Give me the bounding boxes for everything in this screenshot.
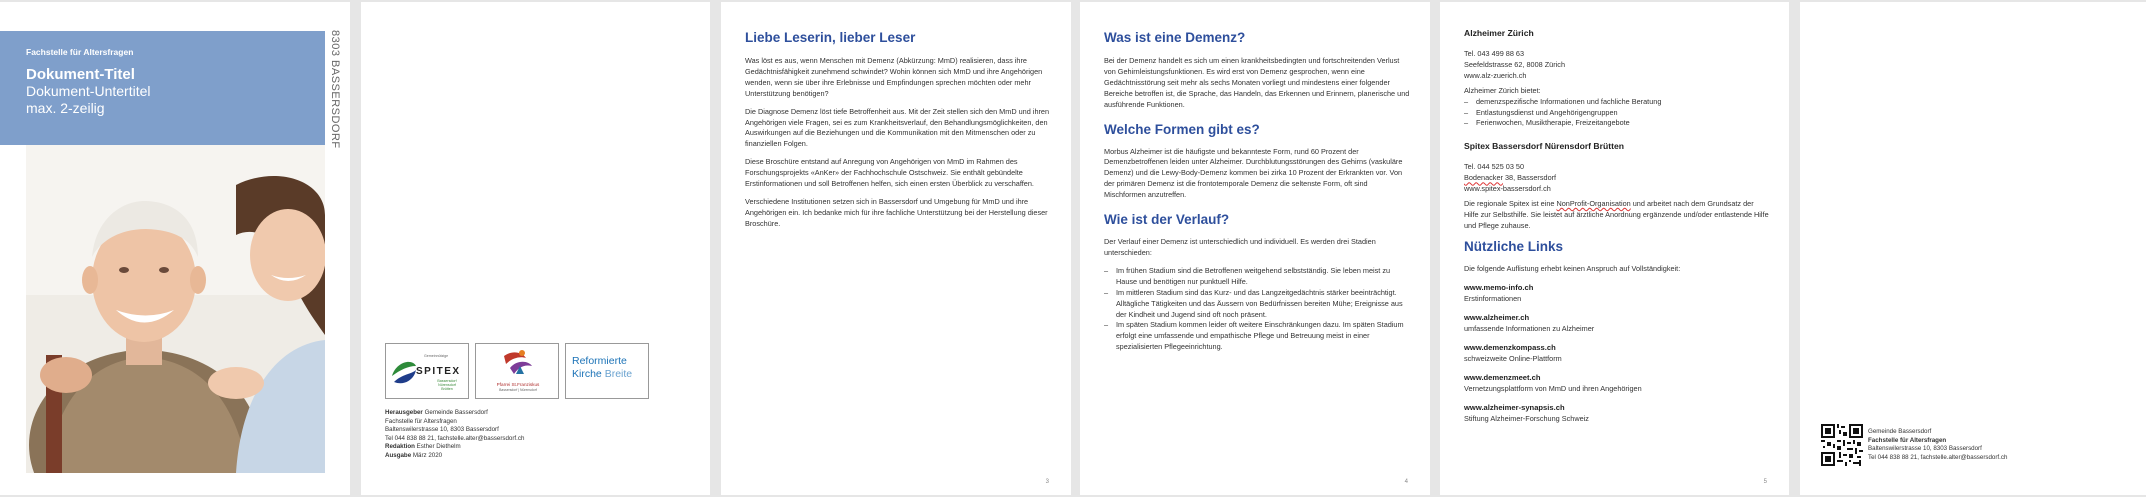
back-line: Baltenswilerstrasse 10, 8303 Bassersdorf	[1868, 445, 1982, 453]
link-description: umfassende Informationen zu Alzheimer	[1464, 323, 1595, 333]
foreword-heading: Liebe Leserin, lieber Leser	[745, 30, 916, 45]
cover-header	[0, 31, 325, 145]
cover-page	[0, 2, 350, 495]
imprint-page	[361, 2, 710, 495]
section-paragraph: Der Verlauf einer Demenz ist unterschiedlich und individuell. Es werden drei Stadien unterschieden:	[1104, 237, 1376, 257]
cover-kicker: Fachstelle für Altersfragen	[26, 47, 134, 57]
links-list	[1464, 283, 1770, 424]
cover-spine-text: 8303 BASSERSDORF	[329, 30, 341, 149]
section-paragraph: Bei der Demenz handelt es sich um einen krankheitsbedingten und fortschreitenden Verlust von Gehirnleistungsfunktionen. Es wird erst von Demenz gesprochen, wenn eine Gedächtnisstörung seit mehr als sechs Monaten vorliegt und mindestens einer folgender Bereiche betroffen ist, die Sprache, das Handeln, das Erkennen und Erinnern, planerische und ausführende Funktionen.	[1104, 56, 1410, 109]
link-description: schweizweite Online-Plattform	[1464, 353, 1562, 363]
qr-code-icon	[1821, 424, 1863, 466]
kirche-line-1: Reformierte	[572, 355, 627, 367]
links-intro: Die folgende Auflistung erhebt keinen Anspruch auf Vollständigkeit:	[1464, 263, 1681, 273]
spitex-logo	[385, 343, 469, 399]
cover-photo	[26, 145, 325, 473]
foreword-paragraph: Diese Broschüre entstand auf Anregung von Angehörigen von MmD im Rahmen des Forschungsprojekts «AnKer» der Fachhochschule Ostschweiz. Sie enthält gebündelte Erstinformationen und soll Betroffenen helfen, sich einen ersten Überblick zu verschaffen.	[745, 157, 1034, 189]
list-item: – Im mittleren Stadium sind das Kurz- und das Langzeitgedächtnis stärker beeinträchtigt. Alltägliche Tätigkeiten und das Äussern von Bedürfnissen bereiten Mühe; Ereignisse aus der Kindheit und Jugend sind oft noch präsent.	[1104, 288, 1410, 321]
link-description: Vernetzungsplattform von MmD und ihren Angehörigen	[1464, 383, 1642, 393]
org-description	[1464, 199, 1770, 232]
org-address: Seefeldstrasse 62, 8008 Zürich	[1464, 59, 1565, 69]
org-desc-2: und arbeitet nach dem Grundsatz der Hilfe zur Selbsthilfe. Sie leistet auf ärztliche Anordnung ergänzende und/oder entlastende Hilfe und Pflege zuhause.	[1464, 199, 1769, 230]
editor-value: Esther Diethelm	[416, 443, 461, 451]
org-web: www.spitex-bassersdorf.ch	[1464, 184, 1551, 194]
partner-logos	[385, 343, 649, 399]
section-heading: Welche Formen gibt es?	[1104, 121, 1260, 137]
link-description: Erstinformationen	[1464, 293, 1522, 303]
pfarrei-logo-icon	[476, 344, 560, 384]
cover-title: Dokument-Titel	[26, 66, 135, 83]
foreword-page	[721, 2, 1071, 495]
spitex-top-text: Gemeinnützige	[424, 354, 449, 358]
cover-photo-illustration	[26, 145, 325, 473]
imprint-contact: Tel 044 838 88 21, fachstelle.alter@bassersdorf.ch	[385, 434, 525, 442]
org-address-rest: 38, Bassersdorf	[1502, 173, 1557, 183]
org-name: Spitex Bassersdorf Nürensdorf Brütten	[1464, 141, 1624, 152]
kirche-line-2	[572, 368, 648, 381]
back-cover-page	[1800, 2, 2146, 495]
section-heading: Wie ist der Verlauf?	[1104, 212, 1230, 228]
imprint-block	[385, 409, 524, 461]
page-number: 3	[1045, 479, 1049, 485]
dementia-info-page	[1080, 2, 1430, 495]
publisher-label: Herausgeber	[385, 409, 423, 416]
spitex-sub-1: Bassersdorf	[437, 379, 457, 383]
section-heading: Was ist eine Demenz?	[1104, 30, 1246, 45]
editor-label: Redaktion	[385, 443, 415, 451]
link-url[interactable]: www.alzheimer-synapsis.ch	[1464, 402, 1565, 412]
foreword-paragraph: Die Diagnose Demenz löst tiefe Betroffenheit aus. Mit der Zeit stellen sich den MmD und ihren Angehörigen viele Fragen, sei es zum Krankheitsverlauf, den Behandlungsmöglichkeiten, den Auswirkungen auf die Beziehungen und die Kommunikation mit den Mitmenschen oder zu finanziellen Folgen.	[745, 106, 1050, 149]
link-description: Stiftung Alzheimer-Forschung Schweiz	[1464, 413, 1589, 423]
org-desc-flagged: NonProfit-Organisation	[1556, 199, 1631, 209]
reformierte-kirche-logo	[565, 343, 649, 399]
list-item: – Ferienwochen, Musiktherapie, Freizeitangebote	[1464, 118, 1770, 129]
imprint-publisher	[385, 409, 524, 418]
cover-subtitle-2: max. 2-zeilig	[26, 100, 105, 116]
page-number: 5	[1763, 479, 1767, 485]
spitex-sub-2: Nürensdorf	[438, 383, 456, 388]
kirche-place: Breite	[604, 368, 633, 380]
imprint-editor	[385, 443, 524, 452]
imprint-address: Baltenswilerstrasse 10, 8303 Bassersdorf	[385, 426, 499, 434]
foreword-paragraph: Verschiedene Institutionen setzen sich in Bassersdorf und Umgebung für MmD und ihre Angehörigen ein. Ich bedanke mich für ihre fachliche Unterstützung bei der Herstellung dieser Broschüre.	[745, 196, 1048, 228]
edition-label: Ausgabe	[385, 451, 412, 459]
contacts-column	[1464, 28, 1770, 433]
foreword-column	[745, 30, 1051, 237]
link-url[interactable]: www.alzheimer.ch	[1464, 312, 1530, 322]
cover-spine	[326, 28, 342, 148]
imprint-edition	[385, 452, 524, 461]
pfarrei-sub: Bassersdorf | Nürensdorf	[499, 388, 537, 392]
spitex-sub-3: Brütten	[441, 387, 453, 392]
contacts-page	[1440, 2, 1789, 495]
back-line: Fachstelle für Altersfragen	[1868, 436, 1947, 444]
page-number: 4	[1404, 479, 1408, 485]
imprint-unit: Fachstelle für Altersfragen	[385, 417, 457, 425]
pfarrei-logo	[475, 343, 559, 399]
org-address	[1464, 173, 1770, 184]
org-web: www.alz-zuerich.ch	[1464, 70, 1527, 80]
cover-subtitle-1: Dokument-Untertitel	[26, 83, 151, 99]
org-tel: Tel. 044 525 03 50	[1464, 162, 1525, 172]
offers-list	[1464, 97, 1770, 130]
section-paragraph: Morbus Alzheimer ist die häufigste und bekannteste Form, rund 60 Prozent der Demenzbetroffenen leiden unter Alzheimer. Durchblutungsstörungen des Gehirns (vaskuläre Demenz) und die Lewy-Body-Demenz kommen bei zirka 10 Prozent der Erkrankten vor. Von der primären Demenz ist die frontotemporale Demenz die seltenste Form, oft sind Mischformen anzutreffen.	[1104, 146, 1403, 200]
link-url[interactable]: www.demenzkompass.ch	[1464, 342, 1556, 352]
publisher-value: Gemeinde Bassersdorf	[424, 409, 488, 416]
org-name: Alzheimer Zürich	[1464, 28, 1534, 38]
foreword-paragraph: Was löst es aus, wenn Menschen mit Demenz (Abkürzung: MmD) realisieren, dass ihre Gedächtnisfähigkeit zunehmend schwindet? Wohin können sich MmD und ihre Angehörigen wenden, wenn sie über ihre Erlebnisse und Empfindungen sprechen möchten oder mehr Unterstützung benötigen?	[745, 56, 1043, 98]
back-line: Gemeinde Bassersdorf	[1868, 428, 1932, 435]
org-offer-label: Alzheimer Zürich bietet:	[1464, 85, 1541, 95]
edition-value: März 2020	[412, 451, 443, 459]
org-tel: Tel. 043 499 88 63	[1464, 49, 1525, 58]
spitex-wordmark: SPITEX	[416, 366, 461, 377]
back-contact	[1868, 428, 2007, 462]
kirche-word: Kirche	[572, 368, 602, 380]
list-item: – Im frühen Stadium sind die Betroffenen weitgehend selbstständig. Sie leben meist zu Hause und benötigen nur punktuell Hilfe.	[1104, 266, 1410, 288]
link-url[interactable]: www.memo-info.ch	[1464, 282, 1534, 292]
list-item: – Entlastungsdienst und Angehörigengruppen	[1464, 108, 1770, 119]
list-item: – demenzspezifische Informationen und fachliche Beratung	[1464, 97, 1770, 108]
dementia-column	[1104, 30, 1410, 353]
pfarrei-name: Pfarrei St.Franziskus	[496, 382, 540, 387]
links-heading: Nützliche Links	[1464, 238, 1564, 254]
stages-list	[1104, 266, 1410, 353]
back-line: Tel 044 838 88 21, fachstelle.alter@bassersdorf.ch	[1868, 453, 2008, 461]
org-street: Bodenacker	[1464, 173, 1503, 183]
list-item: – Im späten Stadium kommen leider oft weitere Einschränkungen dazu. Im späten Stadium erfolgt eine umfassende und empathische Pflege und Betreuung meist in einer spezialisierten Pflegeeinrichtung.	[1104, 320, 1410, 353]
link-url[interactable]: www.demenzmeet.ch	[1464, 372, 1541, 382]
org-desc-1: Die regionale Spitex ist eine	[1464, 199, 1557, 209]
spitex-subtitle	[432, 379, 462, 392]
